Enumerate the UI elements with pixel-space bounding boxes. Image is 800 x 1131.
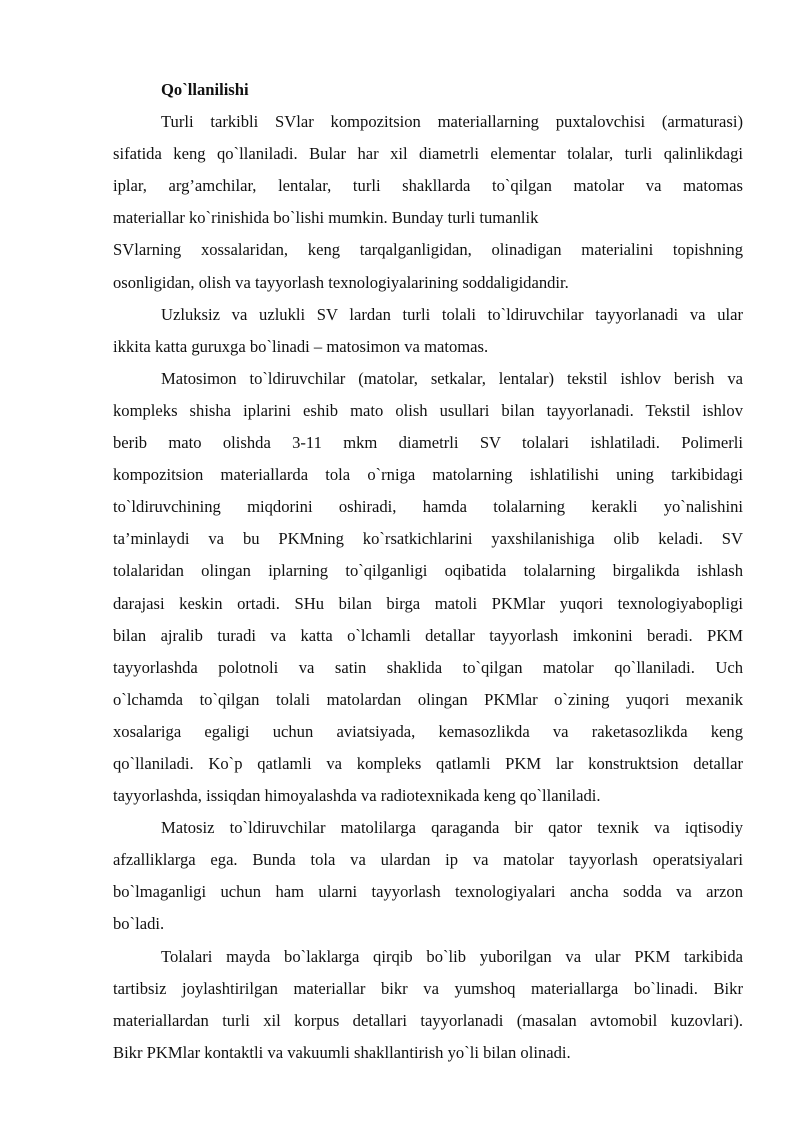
paragraphs-container [113,106,743,1069]
paragraph-line: tolalaridan olingan iplarning to`qilganligi oqibatida tolalarning birgalikda ishlash [113,561,743,581]
paragraph-line: bilan ajralib turadi va katta o`lchamli detallar tayyorlash imkonini beradi. PKM [113,625,743,645]
paragraph-line: o`lchamda to`qilgan tolali matolardan olingan PKMlar o`zining yuqori mexanik [113,689,743,709]
paragraph [113,106,743,299]
paragraph-line: Bikr PKMlar kontaktli va vakuumli shakllantirish yo`li bilan olinadi. [113,1042,571,1062]
paragraph-line: qo`llaniladi. Ko`p qatlamli va kompleks qatlamli PKM lar konstruktsion detallar [113,753,743,773]
paragraph-line: tartibsiz joylashtirilgan materiallar bikr va yumshoq materiallarga bo`linadi. Bikr [113,978,743,998]
paragraph [113,299,743,363]
paragraph-line: Tolalari mayda bo`laklarga qirqib bo`lib yuborilgan va ular PKM tarkibida [161,946,743,966]
paragraph-line: afzalliklarga ega. Bunda tola va ulardan ip va matolar tayyorlash operatsiyalari [113,850,743,870]
paragraph-line: materiallar ko`rinishida bo`lishi mumkin. Bunday turli tumanlik [113,208,539,228]
paragraph-line: berib mato olishda 3-11 mkm diametrli SV tolalari ishlatiladi. Polimerli [113,433,743,453]
paragraph-line: darajasi keskin ortadi. SHu bilan birga matoli PKMlar yuqori texnologiyabopligi [113,593,743,613]
paragraph-line: ikkita katta guruxga bo`linadi – matosimon va matomas. [113,336,489,356]
section-heading: Qo`llanilishi [161,80,249,99]
document-page [113,74,743,1069]
paragraph-line: Turli tarkibli SVlar kompozitsion materiallarning puxtalovchisi (armaturasi) [161,112,743,132]
paragraph-line: kompleks shisha iplarini eshib mato olish usullari bilan tayyorlanadi. Tekstil ishlov [113,400,743,420]
paragraph-line: bo`lmaganligi uchun ham ularni tayyorlash texnologiyalari ancha sodda va arzon [113,882,743,902]
paragraph-line: xosalariga egaligi uchun aviatsiyada, kemasozlikda va raketasozlikda keng [113,721,743,741]
paragraph [113,941,743,1069]
paragraph-line: sifatida keng qo`llaniladi. Bular har xil diametrli elementar tolalar, turli qalinlikdagi [113,144,743,164]
paragraph [113,812,743,940]
paragraph-line: Uzluksiz va uzlukli SV lardan turli tolali to`ldiruvchilar tayyorlanadi va ular [161,304,743,324]
paragraph-line: materiallardan turli xil korpus detallari tayyorlanadi (masalan avtomobil kuzovlari). [113,1010,743,1030]
paragraph-line: kompozitsion materiallarda tola o`rniga matolarning ishlatilishi uning tarkibidagi [113,465,743,485]
paragraph-line: SVlarning xossalaridan, keng tarqalganligidan, olinadigan materialini topishning [113,240,743,260]
paragraph-line: Matosimon to`ldiruvchilar (matolar, setkalar, lentalar) tekstil ishlov berish va [161,368,743,388]
paragraph-line: iplar, arg’amchilar, lentalar, turli shakllarda to`qilgan matolar va matomas [113,176,743,196]
paragraph-line: ta’minlaydi va bu PKMning ko`rsatkichlarini yaxshilanishiga olib keladi. SV [113,529,743,549]
paragraph-line: osonligidan, olish va tayyorlash texnologiyalarining soddaligidandir. [113,272,569,292]
paragraph-line: tayyorlashda, issiqdan himoyalashda va radiotexnikada keng qo`llaniladi. [113,786,601,806]
paragraph-line: Matosiz to`ldiruvchilar matolilarga qaraganda bir qator texnik va iqtisodiy [161,818,743,838]
paragraph-line: tayyorlashda polotnoli va satin shaklida to`qilgan matolar qo`llaniladi. Uch [113,657,743,677]
paragraph-line: to`ldiruvchining miqdorini oshiradi, hamda tolalarning kerakli yo`nalishini [113,497,743,517]
paragraph [113,363,743,812]
paragraph-line: bo`ladi. [113,914,165,934]
